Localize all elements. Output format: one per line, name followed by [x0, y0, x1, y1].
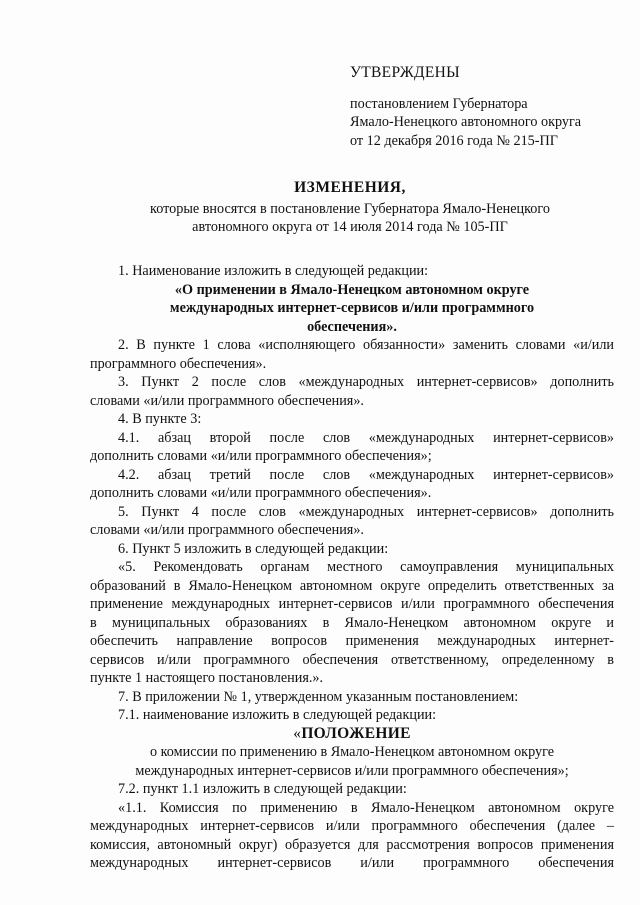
paragraph-line: обеспечить направление вопросов применения международных интернет-: [90, 633, 614, 649]
paragraph-7: 7. В приложении № 1, утвержденном указанным постановлением:: [118, 688, 519, 705]
paragraph-1: 1. Наименование изложить в следующей редакции:: [118, 263, 429, 279]
paragraph-line: международных интернет-сервисов и/или программного обеспечения: [90, 855, 614, 871]
paragraph-1-quote: [90, 281, 614, 337]
paragraph-line: 3. Пункт 2 после слов «международных интернет-сервисов» дополнить: [118, 374, 614, 390]
paragraph-line: «1.1. Комиссия по применению в Ямало-Ненецком автономном округе: [118, 799, 614, 816]
paragraph-2: [90, 336, 614, 373]
paragraph-line: 5. Пункт 4 после слов «международных интернет-сервисов» дополнить: [118, 503, 614, 520]
approval-line: Ямало-Ненецкого автономного округа: [350, 114, 582, 130]
approval-line: от 12 декабря 2016 года № 215-ПГ: [350, 132, 558, 149]
polozhenie-heading: [90, 725, 614, 744]
paragraph-line: в муниципальных образованиях в Ямало-Ненецком автономном округе и: [90, 614, 614, 631]
paragraph-line: международных интернет-сервисов и/или программного обеспечения (далее –: [90, 818, 614, 834]
paragraph-line: образований в Ямало-Ненецком автономном округе определить ответственных за: [90, 577, 614, 594]
paragraph-line: 4.2. абзац третий после слов «международных интернет-сервисов»: [118, 466, 614, 483]
paragraph-line: применение международных интернет-сервисов и/или программного обеспечения: [90, 596, 614, 612]
paragraph-4-2: [90, 466, 614, 503]
paragraph-line: комиссия, автономный округ) образуется для рассмотрения вопросов применения: [90, 836, 614, 853]
paragraph-7-2-quote: [90, 799, 614, 873]
paragraph-6: 6. Пункт 5 изложить в следующей редакции:: [118, 540, 389, 557]
paragraph-7-1: 7.1. наименование изложить в следующей редакции:: [118, 707, 437, 723]
paragraph-4-1: [90, 429, 614, 466]
quote-mark: «: [293, 724, 302, 742]
polozhenie-subtitle: [90, 743, 614, 780]
paragraph-6-quote: [90, 558, 614, 688]
paragraph-line: словами «и/или программного обеспечения».: [90, 392, 364, 409]
approval-line: постановлением Губернатора: [350, 95, 528, 112]
quote-line: международных интернет-сервисов и/или программного: [169, 300, 535, 316]
document-title: ИЗМЕНЕНИЯ,: [294, 179, 406, 196]
paragraph-line: пункте 1 настоящего постановления.».: [90, 670, 324, 686]
paragraph-5: [90, 503, 614, 540]
quote-line: «О применении в Ямало-Ненецком автономном округе: [174, 281, 530, 298]
approval-heading: УТВЕРЖДЕНЫ: [350, 64, 460, 81]
paragraph-7-2: 7.2. пункт 1.1 изложить в следующей редакции:: [118, 781, 407, 797]
paragraph-line: словами «и/или программного обеспечения».: [90, 522, 364, 538]
polozhenie-title: ПОЛОЖЕНИЕ: [301, 724, 411, 742]
paragraph-3: [90, 373, 614, 410]
document-subtitle-line: которые вносятся в постановление Губернатора Ямало-Ненецкого: [150, 200, 550, 217]
paragraph-line: 2. В пункте 1 слова «исполняющего обязанности» заменить словами «и/или: [118, 337, 614, 353]
quote-line: обеспечения».: [307, 318, 397, 335]
paragraph-4: 4. В пункте 3:: [118, 411, 202, 427]
polozhenie-line: о комиссии по применению в Ямало-Ненецком автономном округе: [150, 744, 554, 760]
paragraph-line: программного обеспечения».: [90, 355, 267, 372]
polozhenie-line: международных интернет-сервисов и/или программного обеспечения»;: [135, 762, 569, 779]
approval-stamp: [350, 64, 620, 150]
paragraph-line: сервисов и/или программного обеспечения ответственному, определенному в: [90, 651, 614, 668]
document-body: [90, 262, 614, 873]
document-title-block: [110, 179, 590, 237]
paragraph-line: «5. Рекомендовать органам местного самоуправления муниципальных: [118, 559, 614, 575]
paragraph-line: дополнить словами «и/или программного обеспечения».: [90, 485, 432, 501]
paragraph-line: дополнить словами «и/или программного обеспечения»;: [90, 448, 432, 464]
document-subtitle-line: автономного округа от 14 июля 2014 года № 105-ПГ: [192, 219, 508, 235]
paragraph-line: 4.1. абзац второй после слов «международных интернет-сервисов»: [118, 429, 614, 446]
